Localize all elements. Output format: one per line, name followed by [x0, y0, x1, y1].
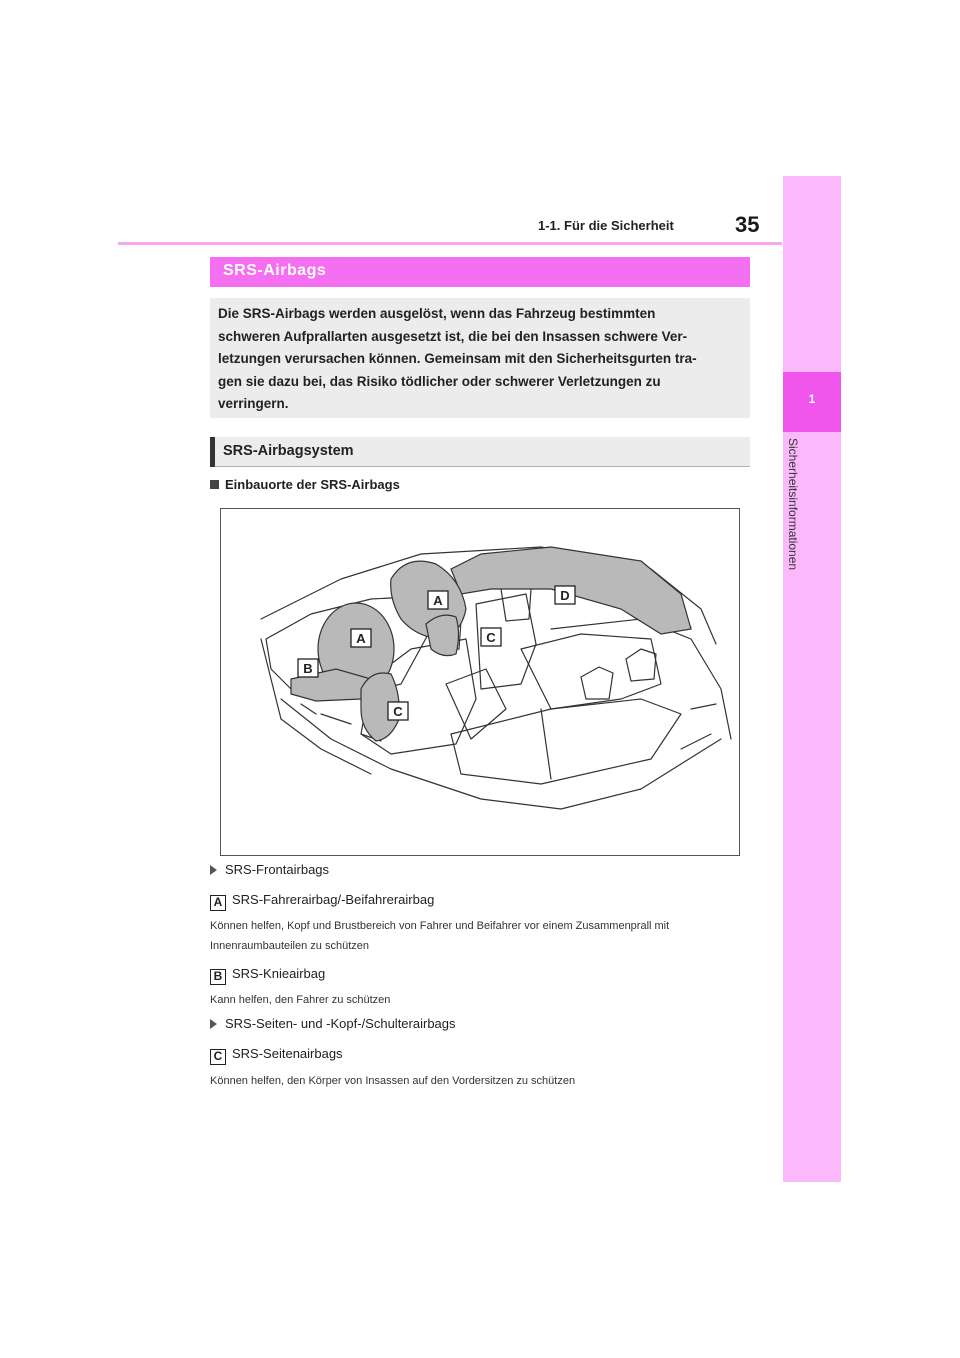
chapter-label-text: Sicherheitsinformationen: [786, 438, 800, 571]
list-item-label: SRS-Seitenairbags: [232, 1046, 343, 1061]
intro-box: [210, 298, 750, 418]
figure-label-d: D: [560, 588, 570, 603]
triangle-bullet-icon: [210, 865, 217, 875]
figure-label-b: B: [303, 661, 313, 676]
passenger-side-airbag: [426, 615, 459, 656]
intro-line: gen sie dazu bei, das Risiko tödlicher oder schwerer Verletzungen zu: [218, 373, 661, 389]
square-bullet-icon: [210, 480, 219, 489]
list-item-b: [210, 966, 325, 985]
airbag-locations-figure: [220, 508, 740, 856]
list-item-c: [210, 1046, 343, 1065]
item-heading-text: Einbauorte der SRS-Airbags: [225, 477, 400, 492]
intro-line: verringern.: [218, 396, 289, 411]
figure-label-a: A: [433, 593, 443, 608]
subsection-title: SRS-Airbagsystem: [223, 443, 354, 459]
list-item-a-desc: [210, 916, 750, 956]
rear-body-line: [551, 619, 731, 739]
header-rule: [118, 242, 782, 245]
badge-b: B: [210, 969, 226, 985]
list-item-label: SRS-Fahrerairbag/-Beifahrerairbag: [232, 892, 435, 907]
rear-headrest: [626, 649, 656, 681]
list-item-a: [210, 892, 434, 911]
subsection-bar: [210, 437, 750, 467]
figure-label-a: A: [356, 631, 366, 646]
intro-line: schweren Aufprallarten ausgesetzt ist, die bei den Insassen schwere Ver-: [218, 328, 688, 344]
desc-line: Können helfen, Kopf und Brustbereich von Fahrer und Beifahrer vor einem Zusammenprall mit: [210, 920, 670, 932]
badge-a: A: [210, 895, 226, 911]
list-item-c-desc: Können helfen, den Körper von Insassen auf den Vordersitzen zu schützen: [210, 1075, 576, 1087]
badge-c: C: [210, 1049, 226, 1065]
intro-line: letzungen verursachen können. Gemeinsam mit den Sicherheitsgurten tra-: [218, 351, 697, 366]
item-heading: [210, 477, 400, 492]
list-group-side-airbags: [210, 1016, 456, 1031]
intro-line: Die SRS-Airbags werden ausgelöst, wenn das Fahrzeug bestimmten: [218, 306, 656, 321]
car-interior-illustration: [221, 509, 739, 855]
figure-label-c: C: [486, 630, 496, 645]
section-header: 1-1. Für die Sicherheit: [538, 218, 674, 233]
triangle-bullet-icon: [210, 1019, 217, 1029]
center-console: [446, 669, 506, 739]
rear-seat-cushion: [451, 699, 681, 784]
list-item-label: SRS-Knieairbag: [232, 966, 326, 981]
page-number: 35: [735, 212, 760, 237]
section-title: SRS-Airbags: [223, 262, 327, 279]
figure-label-c: C: [393, 704, 403, 719]
chapter-side-tab: [783, 176, 841, 1182]
chapter-label: [788, 438, 802, 598]
subsection-accent: [210, 437, 215, 467]
chapter-number: 1: [808, 392, 816, 406]
desc-line: Innenraumbauteilen zu schützen: [210, 940, 369, 952]
rear-seat-divider: [541, 709, 551, 779]
rear-headrest: [581, 667, 613, 699]
list-item-b-desc: Kann helfen, den Fahrer zu schützen: [210, 994, 391, 1006]
section-title-bar: [210, 257, 750, 287]
list-group-label: SRS-Frontairbags: [225, 862, 330, 877]
list-group-label: SRS-Seiten- und -Kopf-/Schulterairbags: [225, 1016, 456, 1031]
list-group-frontairbags: [210, 862, 329, 877]
